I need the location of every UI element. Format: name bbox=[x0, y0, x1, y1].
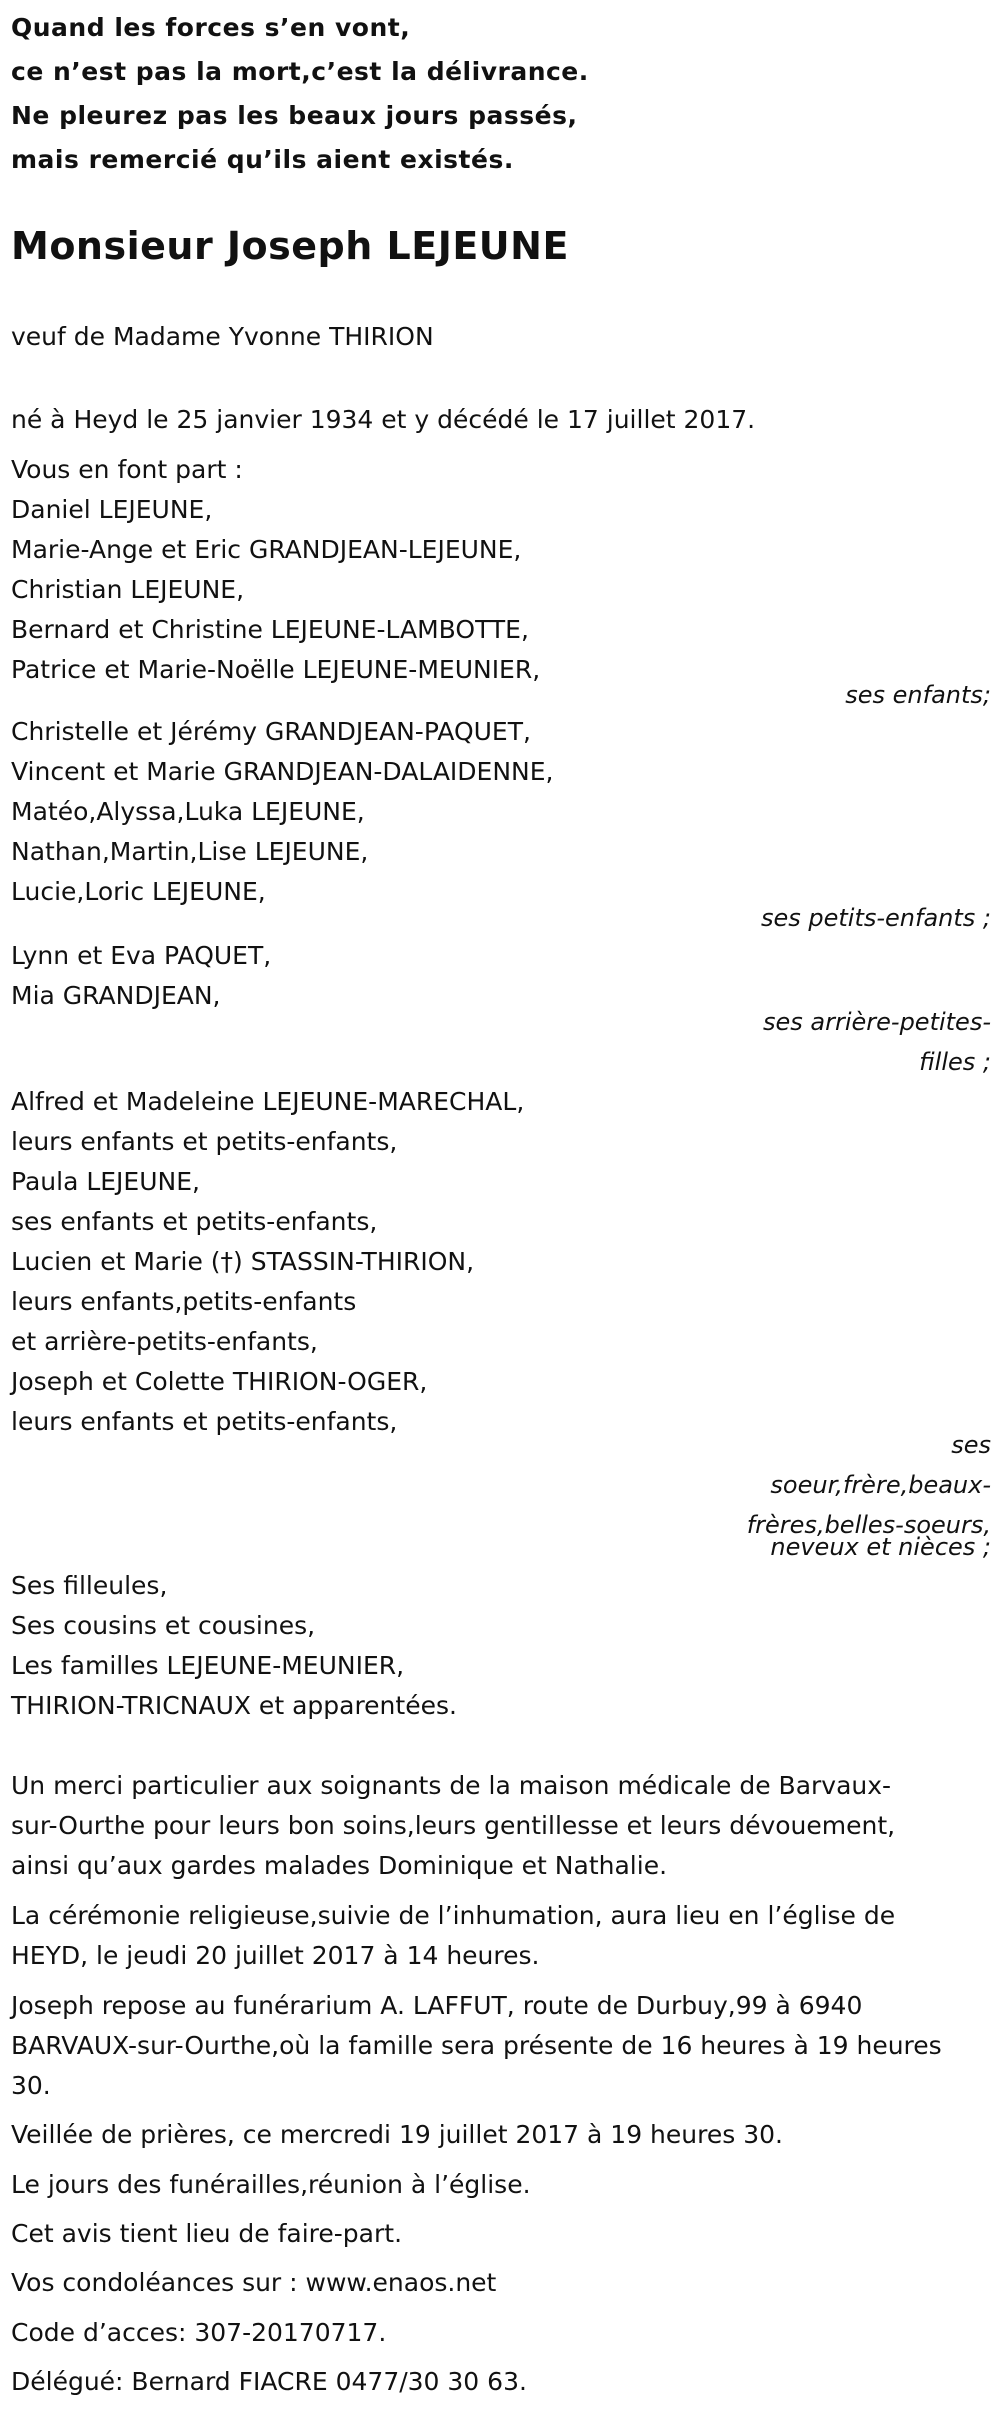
paragraph-line: Délégué: Bernard FIACRE 0477/30 30 63. bbox=[11, 2367, 527, 2396]
relation-label: ses arrière-petites- bbox=[763, 1008, 991, 1036]
family-line: Bernard et Christine LEJEUNE-LAMBOTTE, bbox=[11, 615, 529, 644]
paragraph-line: Veillée de prières, ce mercredi 19 juillet 2017 à 19 heures 30. bbox=[11, 2120, 783, 2149]
family-line: Lucien et Marie (†) STASSIN-THIRION, bbox=[11, 1247, 475, 1276]
family-line: leurs enfants,petits-enfants bbox=[11, 1287, 357, 1316]
family-line: Paula LEJEUNE, bbox=[11, 1167, 200, 1196]
widower-line: veuf de Madame Yvonne THIRION bbox=[11, 322, 434, 351]
poem-line: Ne pleurez pas les beaux jours passés, bbox=[11, 101, 578, 130]
poem-line: Quand les forces s’en vont, bbox=[11, 13, 411, 42]
family-line: leurs enfants et petits-enfants, bbox=[11, 1407, 398, 1436]
access-code-paragraph bbox=[11, 2313, 971, 2353]
paragraph-line: HEYD, le jeudi 20 juillet 2017 à 14 heures. bbox=[11, 1941, 540, 1970]
relation-label: ses petits-enfants ; bbox=[760, 904, 991, 932]
family-line: Ses filleules, bbox=[11, 1571, 168, 1600]
grandchildren-block bbox=[11, 712, 554, 912]
relation-label: filles ; bbox=[919, 1048, 991, 1076]
children-block bbox=[11, 450, 540, 690]
great-grandchildren-block bbox=[11, 936, 271, 1016]
intro-line: Vous en font part : bbox=[11, 455, 243, 484]
paragraph-line: Cet avis tient lieu de faire-part. bbox=[11, 2219, 403, 2248]
family-line: Christelle et Jérémy GRANDJEAN-PAQUET, bbox=[11, 717, 531, 746]
family-line: Lucie,Loric LEJEUNE, bbox=[11, 877, 266, 906]
relation-label: soeur,frère,beaux- bbox=[770, 1471, 991, 1499]
family-line: Nathan,Martin,Lise LEJEUNE, bbox=[11, 837, 369, 866]
vigil-paragraph bbox=[11, 2115, 971, 2155]
paragraph-line: Code d’acces: 307-20170717. bbox=[11, 2318, 387, 2347]
relation-label: ses bbox=[951, 1431, 991, 1459]
poem-line: mais remercié qu’ils aient existés. bbox=[11, 145, 514, 174]
thanks-paragraph bbox=[11, 1766, 971, 1886]
paragraph-line: Un merci particulier aux soignants de la maison médicale de Barvaux- bbox=[11, 1771, 892, 1800]
family-line: Matéo,Alyssa,Luka LEJEUNE, bbox=[11, 797, 365, 826]
paragraph-line: ainsi qu’aux gardes malades Dominique et Nathalie. bbox=[11, 1851, 668, 1880]
family-line: Joseph et Colette THIRION-OGER, bbox=[11, 1367, 428, 1396]
poem-line: ce n’est pas la mort,c’est la délivrance. bbox=[11, 57, 589, 86]
family-line: Daniel LEJEUNE, bbox=[11, 495, 213, 524]
paragraph-line: 30. bbox=[11, 2071, 51, 2100]
others-block bbox=[11, 1566, 457, 1726]
family-line: Mia GRANDJEAN, bbox=[11, 981, 221, 1010]
paragraph-line: Joseph repose au funérarium A. LAFFUT, route de Durbuy,99 à 6940 bbox=[11, 1991, 863, 2020]
siblings-block bbox=[11, 1082, 524, 1442]
birth-death-line: né à Heyd le 25 janvier 1934 et y décédé le 17 juillet 2017. bbox=[11, 405, 756, 434]
family-line: Lynn et Eva PAQUET, bbox=[11, 941, 272, 970]
relation-label: neveux et nièces ; bbox=[770, 1533, 991, 1561]
family-line: Les familles LEJEUNE-MEUNIER, bbox=[11, 1651, 405, 1680]
grandchildren-label bbox=[731, 898, 991, 938]
condolences-paragraph bbox=[11, 2263, 971, 2303]
delegate-paragraph bbox=[11, 2362, 971, 2402]
paragraph-line: sur-Ourthe pour leurs bon soins,leurs gentillesse et leurs dévouement, bbox=[11, 1811, 896, 1840]
family-line: Ses cousins et cousines, bbox=[11, 1611, 316, 1640]
family-line: Christian LEJEUNE, bbox=[11, 575, 245, 604]
family-line: et arrière-petits-enfants, bbox=[11, 1327, 318, 1356]
family-line: Patrice et Marie-Noëlle LEJEUNE-MEUNIER, bbox=[11, 655, 541, 684]
paragraph-line: Le jours des funérailles,réunion à l’église. bbox=[11, 2170, 531, 2199]
meeting-paragraph bbox=[11, 2165, 971, 2205]
ceremony-paragraph bbox=[11, 1896, 971, 1976]
poem bbox=[11, 6, 589, 182]
family-line: Vincent et Marie GRANDJEAN-DALAIDENNE, bbox=[11, 757, 554, 786]
family-line: Marie-Ange et Eric GRANDJEAN-LEJEUNE, bbox=[11, 535, 522, 564]
siblings-label bbox=[731, 1425, 991, 1567]
family-line: leurs enfants et petits-enfants, bbox=[11, 1127, 398, 1156]
relation-label: ses enfants; bbox=[845, 681, 991, 709]
family-line: THIRION-TRICNAUX et apparentées. bbox=[11, 1691, 457, 1720]
deceased-name: Monsieur Joseph LEJEUNE bbox=[11, 224, 569, 268]
paragraph-line: BARVAUX-sur-Ourthe,où la famille sera présente de 16 heures à 19 heures bbox=[11, 2031, 942, 2060]
great-grandchildren-label bbox=[731, 1002, 991, 1082]
family-line: ses enfants et petits-enfants, bbox=[11, 1207, 378, 1236]
paragraph-line: La cérémonie religieuse,suivie de l’inhumation, aura lieu en l’église de bbox=[11, 1901, 896, 1930]
family-line: Alfred et Madeleine LEJEUNE-MARECHAL, bbox=[11, 1087, 525, 1116]
relation-label: frères,belles-soeurs, bbox=[746, 1511, 991, 1539]
funeral-home-paragraph bbox=[11, 1986, 971, 2106]
paragraph-line: Vos condoléances sur : www.enaos.net bbox=[11, 2268, 497, 2297]
children-label bbox=[731, 675, 991, 715]
notice-paragraph bbox=[11, 2214, 971, 2254]
